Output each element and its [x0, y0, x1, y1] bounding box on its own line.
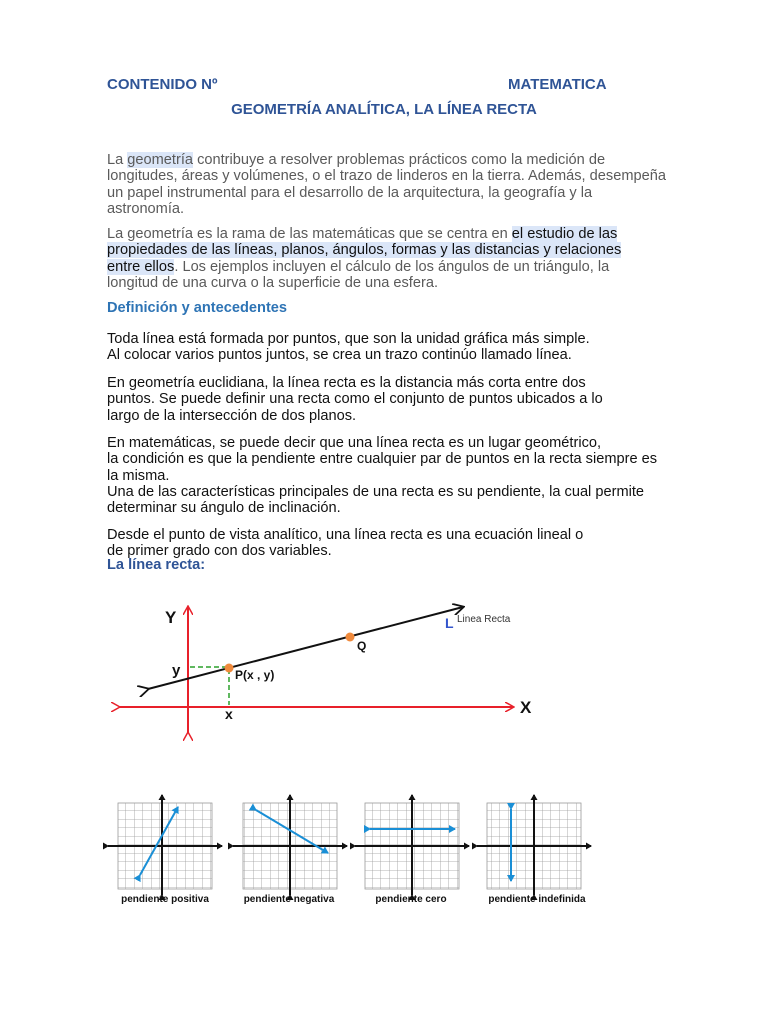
x-axis-label: X — [520, 698, 532, 717]
x-value-label: x — [225, 706, 233, 722]
page-title: GEOMETRÍA ANALÍTICA, LA LÍNEA RECTA — [231, 101, 537, 118]
caption-positive: pendiente positiva — [121, 894, 209, 905]
slope-examples — [100, 785, 620, 910]
graph-negative-slope — [233, 795, 347, 895]
graph-undefined-slope — [477, 795, 591, 895]
highlighted-term: geometría — [127, 152, 194, 168]
point-q-label: Q — [357, 639, 367, 653]
y-value-label: y — [172, 662, 181, 679]
subheading-definition: Definición y antecedentes — [107, 300, 288, 316]
y-axis-label: Y — [165, 608, 177, 627]
caption-negative: pendiente negativa — [243, 894, 335, 905]
line-name-label: Linea Recta — [457, 614, 511, 625]
paragraph-analytic: Desde el punto de vista analítico, una línea recta es una ecuación lineal o de primer grado con dos variables. — [107, 527, 584, 560]
point-q — [346, 633, 355, 642]
point-p — [225, 664, 234, 673]
subheading-straight-line: La línea recta: — [107, 557, 206, 573]
caption-zero: pendiente cero — [375, 894, 447, 905]
highlighted-phrase: el estudio de las propiedades de las líneas, planos, ángulos, formas y las distancias y relaciones entre ellos — [107, 226, 622, 275]
graph-zero-slope — [355, 795, 469, 895]
content-number-label: CONTENIDO Nº — [107, 76, 218, 93]
point-p-label: P(x , y) — [235, 668, 275, 682]
subject-label: MATEMATICA — [508, 76, 607, 93]
paragraph-points: Toda línea está formada por puntos, que son la unidad gráfica más simple. Al colocar varios puntos juntos, se crea un trazo continúo llamado línea. — [107, 331, 590, 364]
paragraph-intro: La geometría contribuye a resolver problemas prácticos como la medición de longitudes, áreas y volúmenes, o el trazo de linderos en la tierra. Además, desempeña un papel instrumental para el desarrollo de la arquitectura, la geografía y la astronomía. — [107, 152, 666, 217]
line-letter-label: L — [445, 615, 454, 631]
paragraph-locus: En matemáticas, se puede decir que una línea recta es un lugar geométrico, la condición es que la pendiente entre cualquier par de puntos en la recta siempre es la misma. Una de las características principales de una recta es su pendiente, la cual permite determinar su ángulo de inclinación. — [107, 435, 658, 517]
line-diagram — [105, 595, 555, 745]
caption-undefined: pendiente indefinida — [488, 894, 586, 905]
straight-line-l — [148, 607, 463, 689]
graph-positive-slope — [108, 795, 222, 895]
paragraph-definition: La geometría es la rama de las matemáticas que se centra en el estudio de las propiedades de las líneas, planos, ángulos, formas y las distancias y relaciones entre ellos. Los ejemplos incluyen el cálculo de los ángulos de un triángulo, la longitud de una curva o la superficie de una esfera. — [107, 226, 622, 291]
paragraph-euclidean: En geometría euclidiana, la línea recta es la distancia más corta entre dos puntos. Se puede definir una recta como el conjunto de puntos ubicados a lo largo de la intersección de dos planos. — [107, 375, 603, 424]
